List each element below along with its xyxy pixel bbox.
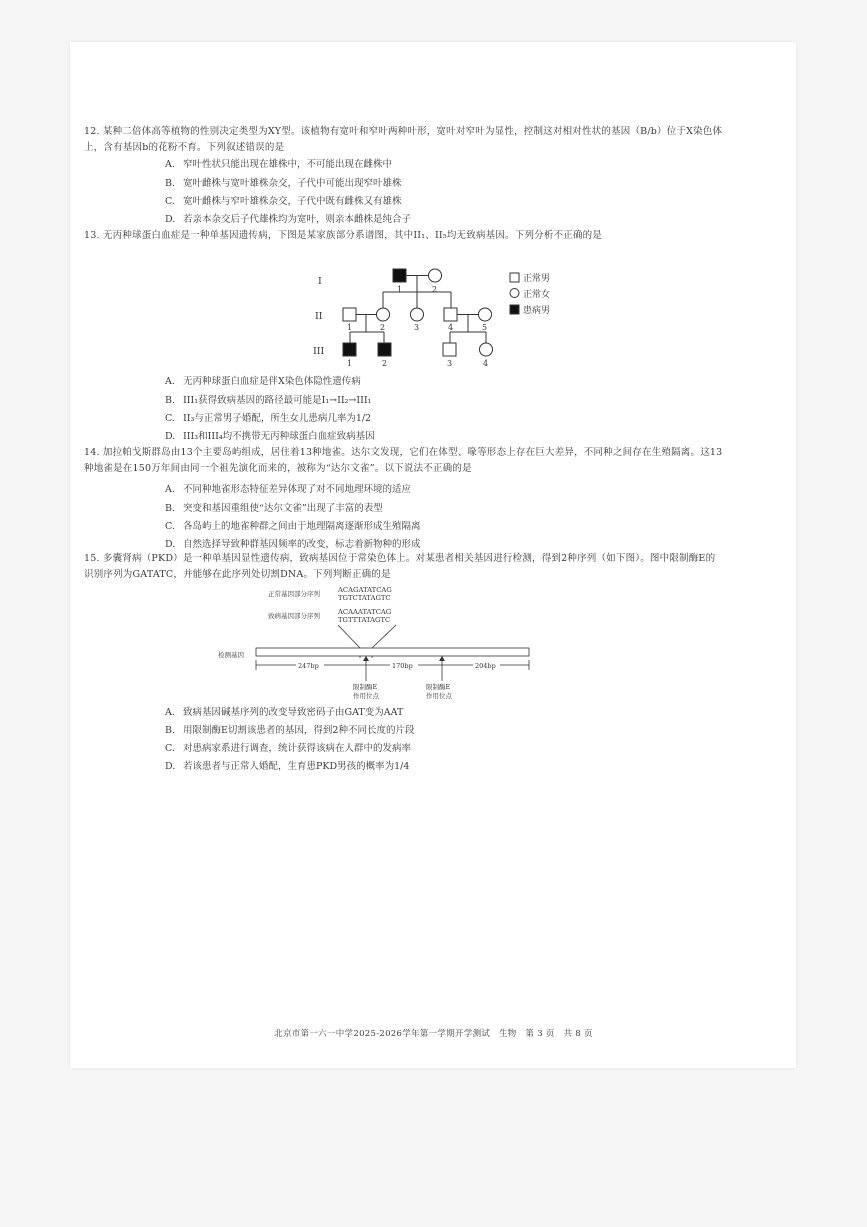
number-III4: 4: [483, 359, 489, 368]
site-2-label-line2: 作用位点: [426, 692, 452, 700]
number-II5: 5: [482, 323, 488, 332]
q12-option-b: B. 宽叶雌株与宽叶雄株杂交，子代中可能出现窄叶雄株: [165, 178, 402, 189]
normal-seq-top: ACAGATATCAG: [338, 586, 392, 594]
q12-option-c: C. 宽叶雌株与窄叶雄株杂交，子代中既有雌株又有雄株: [165, 196, 402, 207]
site-2-arrow-icon: [439, 656, 445, 661]
mutant-seq-bottom: TGTTTATAGTC: [338, 616, 391, 624]
legend-normal-female-icon: [510, 289, 519, 298]
pedigree-I2-normal-female: [429, 269, 442, 282]
q14-option-c: C. 各岛屿上的地雀种群之间由于地理隔离逐渐形成生殖隔离: [165, 521, 421, 532]
q14-option-b: B. 突变和基因重组使“达尔文雀”出现了丰富的表型: [165, 503, 383, 514]
mutant-gene-label: 致病基因部分序列: [268, 612, 320, 620]
number-II1: 1: [347, 323, 353, 332]
q15-option-d: D. 若该患者与正常人婚配，生育患PKD男孩的概率为1/4: [165, 761, 410, 772]
generation-label-III: III: [313, 346, 325, 357]
pedigree-III3-normal-male: [443, 343, 456, 356]
pedigree-III4-normal-female: [480, 343, 493, 356]
q15-option-a: A. 致病基因碱基序列的改变导致密码子由GAT变为AAT: [165, 707, 404, 718]
pedigree-I1-affected-male: [393, 269, 406, 282]
q15-option-b: B. 用限制酶E切割该患者的基因，得到2种不同长度的片段: [165, 725, 415, 736]
q13-option-b: B. III₁获得致病基因的路径最可能是I₁→II₂→III₁: [165, 395, 372, 406]
generation-label-II: II: [315, 311, 323, 322]
number-III1: 1: [347, 359, 353, 368]
legend-affected-male-icon: [510, 305, 519, 314]
detected-gene-label: 检测基因: [218, 651, 244, 659]
mutant-seq-top: ACAAATATCAG: [338, 608, 392, 616]
segment-247bp: 247bp: [298, 662, 319, 670]
q15-option-c: C. 对患病家系进行调查，统计获得该病在人群中的发病率: [165, 743, 412, 754]
pedigree-III1-affected-male: [343, 343, 356, 356]
normal-gene-label: 正常基因部分序列: [268, 590, 320, 598]
legend-affected-male-label: 患病男: [523, 306, 551, 316]
pedigree-II1-normal-male: [343, 308, 356, 321]
q14-option-a: A. 不同种地雀形态特征差异体现了对不同地理环境的适应: [165, 484, 412, 495]
question-15-stem: 15. 多囊肾病（PKD）是一种单基因显性遗传病，致病基因位于常染色体上。对某患者相关基因进行检测，得到2种序列（如下图）。图中限制酶E的识别序列为GATATC，并能够在此序列处切割DNA。下列判断正确的是: [84, 553, 716, 580]
number-III3: 3: [447, 359, 453, 368]
number-II4: 4: [448, 323, 454, 332]
legend-normal-male-icon: [510, 273, 519, 282]
number-I1: 1: [397, 285, 403, 294]
site-1-label-line1: 限制酶E: [353, 683, 378, 691]
number-II3: 3: [414, 323, 420, 332]
pedigree-chart: [0, 262, 867, 382]
q12-option-a: A. 窄叶性状只能出现在雄株中，不可能出现在雌株中: [165, 159, 393, 170]
site-1-arrow-icon: [363, 656, 369, 661]
question-13-stem: 13. 无丙种球蛋白血症是一种单基因遗传病，下图是某家族部分系谱图，其中II₁、II₅均无致病基因。下列分析不正确的是: [84, 230, 603, 241]
question-12-stem: 12. 某种二倍体高等植物的性别决定类型为XY型。该植物有宽叶和窄叶两种叶形，宽叶对窄叶为显性，控制这对相对性状的基因（B/b）位于X染色体上，含有基因b的花粉不育。下列叙述错误的是: [84, 126, 723, 153]
pedigree-II3-normal-female: [411, 308, 424, 321]
segment-170bp: 170bp: [392, 662, 413, 670]
q14-option-d: D. 自然选择导致种群基因频率的改变，标志着新物种的形成: [165, 539, 421, 550]
detected-gene-bar: [256, 648, 529, 656]
site-2-label-line1: 限制酶E: [426, 683, 451, 691]
q12-option-d: D. 若亲本杂交后子代雄株均为宽叶，则亲本雌株是纯合子: [165, 214, 412, 225]
generation-label-I: I: [318, 276, 322, 287]
normal-seq-bottom: TGTCTATAGTC: [338, 594, 391, 602]
question-14-stem: 14. 加拉帕戈斯群岛由13个主要岛屿组成，居住着13种地雀。达尔文发现，它们在体型、喙等形态上存在巨大差异，不同种之间存在生殖隔离。这13种地雀是在150万年间由同一个祖先演化而来的，被称为“达尔文雀”。以下说法不正确的是: [84, 447, 723, 474]
number-III2: 2: [382, 359, 388, 368]
q13-option-d: D. III₃和III₄均不携带无丙种球蛋白血症致病基因: [165, 431, 375, 442]
q13-option-c: C. II₃与正常男子婚配，所生女儿患病几率为1/2: [165, 413, 372, 424]
legend-normal-male-label: 正常男: [523, 274, 551, 284]
site-1-label-line2: 作用位点: [353, 692, 379, 700]
number-I2: 2: [432, 285, 438, 294]
page-footer: 北京市第一六一中学2025-2026学年第一学期开学测试 生物 第 3 页 共 8 页: [274, 1029, 593, 1039]
legend-normal-female-label: 正常女: [523, 290, 551, 300]
pedigree-III2-affected-male: [378, 343, 391, 356]
segment-204bp: 204bp: [475, 662, 496, 670]
pedigree-II2-normal-female: [377, 308, 390, 321]
pedigree-II4-normal-male: [444, 308, 457, 321]
number-II2: 2: [380, 323, 386, 332]
pedigree-II5-normal-female: [479, 308, 492, 321]
gene-diagram: [0, 585, 867, 710]
q13-option-a: A. 无丙种球蛋白血症是伴X染色体隐性遗传病: [165, 376, 361, 387]
